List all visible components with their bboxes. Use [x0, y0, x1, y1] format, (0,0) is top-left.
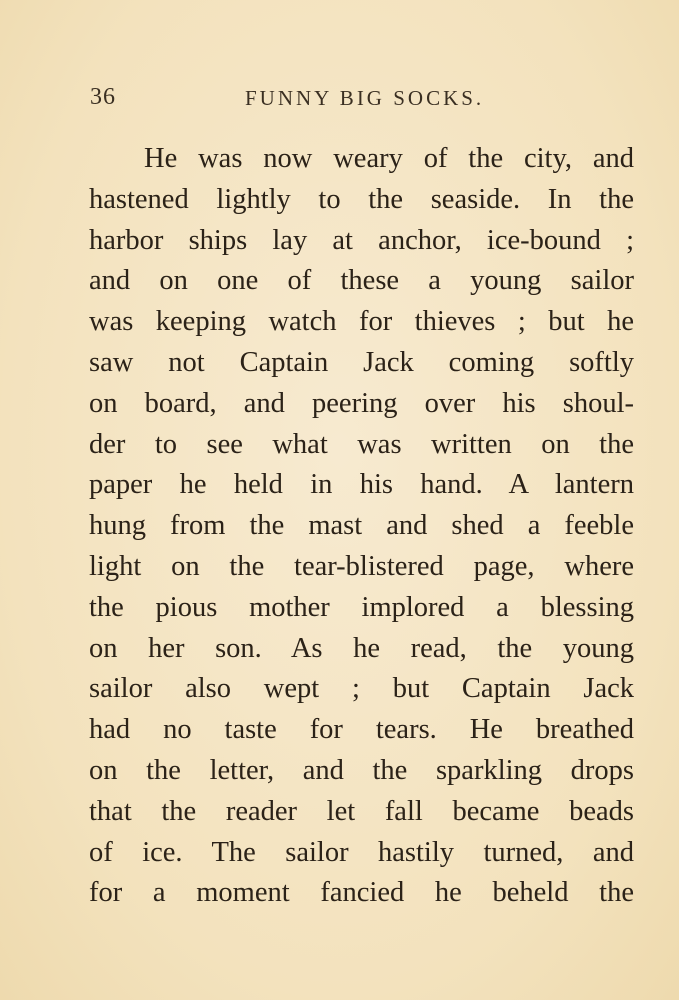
text-line: was keeping watch for thieves ; but he [89, 306, 634, 338]
page-header [90, 84, 635, 114]
text-line: He was now weary of the city, and [144, 143, 634, 174]
page-number: 36 [90, 84, 116, 110]
text-line: the pious mother implored a blessing [89, 591, 634, 623]
text-line: sailor also wept ; but Captain Jack [89, 673, 634, 705]
running-title: FUNNY BIG SOCKS. [245, 86, 485, 110]
text-line: of ice. The sailor hastily turned, and [89, 836, 634, 868]
text-line: on board, and peering over his shoul- [89, 387, 634, 419]
text-line: der to see what was written on the [89, 428, 634, 460]
text-line: on her son. As he read, the young [89, 632, 634, 664]
text-line: that the reader let fall became beads [89, 795, 634, 827]
text-line: and on one of these a young sailor [89, 265, 634, 297]
text-line: hung from the mast and shed a feeble [89, 510, 634, 542]
text-line: harbor ships lay at anchor, ice-bound ; [89, 224, 634, 256]
text-line: hastened lightly to the seaside. In the [89, 183, 634, 215]
body-paragraph [89, 139, 634, 914]
text-line: had no taste for tears. He breathed [89, 714, 634, 746]
text-line: light on the tear-blistered page, where [89, 550, 634, 582]
text-line: for a moment fancied he beheld the [89, 877, 634, 909]
text-line: paper he held in his hand. A lantern [89, 469, 634, 501]
text-line: saw not Captain Jack coming softly [89, 346, 634, 378]
text-line: on the letter, and the sparkling drops [89, 754, 634, 786]
